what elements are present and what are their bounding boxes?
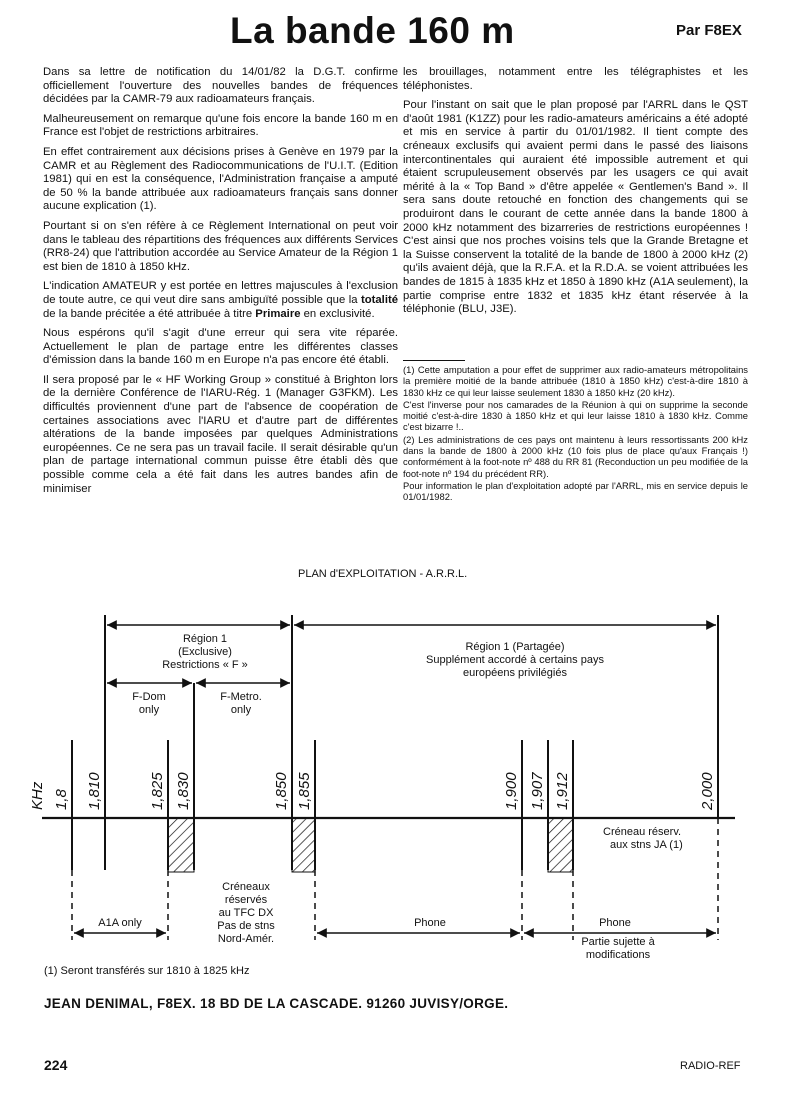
phone1-label: Phone <box>414 917 446 929</box>
fmetro-label: F-Metro. <box>220 691 262 703</box>
paragraph: En effet contrairement aux décisions prises à Genève en 1979 par la CAMR et au Règlement des Radiocommunications de l'U.I.T. (Edition 1981) qui en est la conséquence, l'Administration française a amputé de 50 % la bande attribuée aux radioamateurs français sans donner aucune explication (1). <box>43 145 398 213</box>
frequency-label: 1,8 <box>53 789 70 810</box>
article-title: La bande 160 m <box>230 10 515 51</box>
footnote: (1) Cette amputation a pour effet de supprimer aux radio-amateurs métropolitains la première moitié de la bande attribuée (1810 à 1850 kHz) c'est-à-dire 1810 à 1830 kHz ce qui leur laisse seulement 1830 à 1850 kHz (20 kHz). <box>403 364 748 398</box>
frequency-label: 1,907 <box>529 772 546 810</box>
region-excl-line: (Exclusive) <box>178 646 232 658</box>
frequency-label: 1,900 <box>503 772 520 810</box>
page-number: 224 <box>44 1057 68 1073</box>
footnote: Pour information le plan d'exploitation adopté par l'ARRL, mis en service depuis le 01/01/1982. <box>403 479 748 503</box>
creneaux-line: Créneaux <box>222 881 270 893</box>
author-address: JEAN DENIMAL, F8EX. 18 BD DE LA CASCADE. 91260 JUVISY/ORGE. <box>44 996 509 1011</box>
fdom-label: F-Dom <box>132 691 166 703</box>
partie-line: Partie sujette à <box>581 936 655 948</box>
frequency-labels <box>29 772 716 811</box>
region-part-line: Supplément accordé à certains pays <box>426 654 604 666</box>
fdom-label: only <box>138 704 160 716</box>
footnotes <box>403 362 748 504</box>
diagram-title: PLAN d'EXPLOITATION - A.R.R.L. <box>298 568 468 580</box>
diagram-footnote: (1) Seront transférés sur 1810 à 1825 kHz <box>44 965 250 977</box>
bold-text: totalité <box>360 293 398 306</box>
ja-note: aux stns JA (1) <box>610 839 683 851</box>
hatched-block-1907-1912 <box>548 818 573 872</box>
paragraph: Nous espérons qu'il s'agit d'une erreur qui sera vite réparée. Actuellement le plan de partage entre les différentes classes d'émission dans la bande 160 m en Europe n'a pas encore été établi. <box>43 327 398 367</box>
creneaux-line: réservés <box>224 894 268 906</box>
region-excl-line: Région 1 <box>182 633 228 645</box>
frequency-label: 1,912 <box>554 772 571 810</box>
creneaux-line: Nord-Amér. <box>217 933 275 945</box>
fmetro-label: only <box>230 704 252 716</box>
frequency-label: 2,000 <box>699 772 716 810</box>
creneaux-line: au TFC DX <box>218 907 274 919</box>
partie-line: modifications <box>585 949 651 960</box>
ja-note: Créneau réserv. <box>603 826 682 838</box>
byline: Par F8EX <box>676 22 742 39</box>
footnote-rule <box>403 360 465 361</box>
frequency-label: 1,850 <box>273 772 290 810</box>
paragraph: Pour l'instant on sait que le plan proposé par l'ARRL dans le QST d'août 1981 (K1ZZ) pour les radio-amateurs américains a été adopté et mis en service à partir du 01/01/1982. Il tient compte des créneaux exclusifs qui avaient permi dans le passé des liaisons intercontinentales qui auraient été impossible autrement et qui étaient scrupuleusement observés par les usagers ce qui avait mérité à la « Top Band » d'être appelée « Gentlemen's Band ». Il sera sans doute retouché en fonction des changements qui se produiront dans le courant de cette année dans la bande 1800 à 2000 kHz notamment des bizarreries de restrictions européennes ! C'est ainsi que nos proches voisins tels que la Grande Bretagne et la Suisse conservent la totalité de la bande de 1800 à 2000 kHz (2) qu'ils avaient déjà, que la R.F.A. et la R.D.A. se voient attribuées les bandes de 1815 à 1835 kHz et 1850 à 1890 kHz (A1A seulement), la partie comprise entre 1832 et 1835 kHz étant réservée à la téléphonie (BLU, J3E). <box>403 99 748 316</box>
paragraph: Pourtant si on s'en réfère à ce Règlement International on peut voir dans le tableau des répartitions des fréquences aux différents Services (RR8-24) que l'attribution accordée au Service Amateur de la Région 1 est bien de 1810 à 1850 kHz. <box>43 219 398 273</box>
paragraph: les brouillages, notamment entre les télégraphistes et les téléphonistes. <box>403 66 748 92</box>
frequency-label: 1,825 <box>149 772 166 810</box>
text-span: en exclusivité. <box>300 307 375 320</box>
paragraph: Il sera proposé par le « HF Working Group » constitué à Brighton lors de la dernière Conférence de l'IARU-Rég. 1 (Manager G3FKM). Les difficultés proviennent d'une part de l'absence de coopération de certaines associations avec l'IARU et d'autre part de différentes altérations de la bande imposées par quelques Administrations européennes. Ce ne sera pas un travail facile. Il serait désirable qu'un plan de partage international commun puisse être établi dès que possible comme cela a été fait dans les autres bandes afin de minimiser <box>43 373 398 495</box>
region-excl-line: Restrictions « F » <box>162 659 248 671</box>
footnote: (2) Les administrations de ces pays ont maintenu à leurs ressortissants 200 kHz dans la bande de 1800 à 2000 kHz (10 fois plus de place qu'aux Français !) conformément à la foot-note nº 488 du RR 81 (Reconduction un peu modifiée de la foot-note nº 194 du précédent RR). <box>403 433 748 479</box>
text-span: de la bande précitée a été attribuée à titre <box>43 307 256 320</box>
bold-text: Primaire <box>255 307 301 320</box>
footnote: C'est l'inverse pour nos camarades de la Réunion à qui on supprime la seconde moitié c'est-à-dire 1830 à 1850 kHz et qui leur laisse 1810 à 1830 kHz. Comme c'est bizarre !.. <box>403 398 748 433</box>
frequency-label: 1,855 <box>296 772 313 810</box>
paragraph: Malheureusement on remarque qu'une fois encore la bande 160 m en France est l'objet de restrictions arbitraires. <box>43 112 398 139</box>
journal-name: RADIO-REF <box>680 1060 741 1072</box>
region-part-line: Région 1 (Partagée) <box>465 641 565 653</box>
a1a-label: A1A only <box>98 917 142 929</box>
paragraph <box>43 280 398 321</box>
left-column <box>43 66 398 502</box>
region-part-line: européens privilégiés <box>463 667 567 679</box>
hatched-block-1850-1855 <box>292 818 315 872</box>
right-column <box>403 66 748 323</box>
frequency-label: 1,830 <box>175 772 192 810</box>
frequency-label: 1,810 <box>86 772 103 810</box>
creneaux-line: Pas de stns <box>217 920 275 932</box>
band-plan-diagram <box>0 560 800 960</box>
hatched-block-1825-1830 <box>168 818 194 872</box>
phone2-label: Phone <box>599 917 631 929</box>
paragraph: Dans sa lettre de notification du 14/01/82 la D.G.T. confirme officiellement l'ouverture des nouvelles bandes de fréquences décidées par la CAMR-79 aux radioamateurs français. <box>43 66 398 106</box>
unit-label: KHz <box>29 781 46 810</box>
text-span: L'indication AMATEUR y est portée en lettres majuscules à l'exclusion de toute autre, ce qui veut dire sans ambiguïté possible que la <box>43 280 398 306</box>
